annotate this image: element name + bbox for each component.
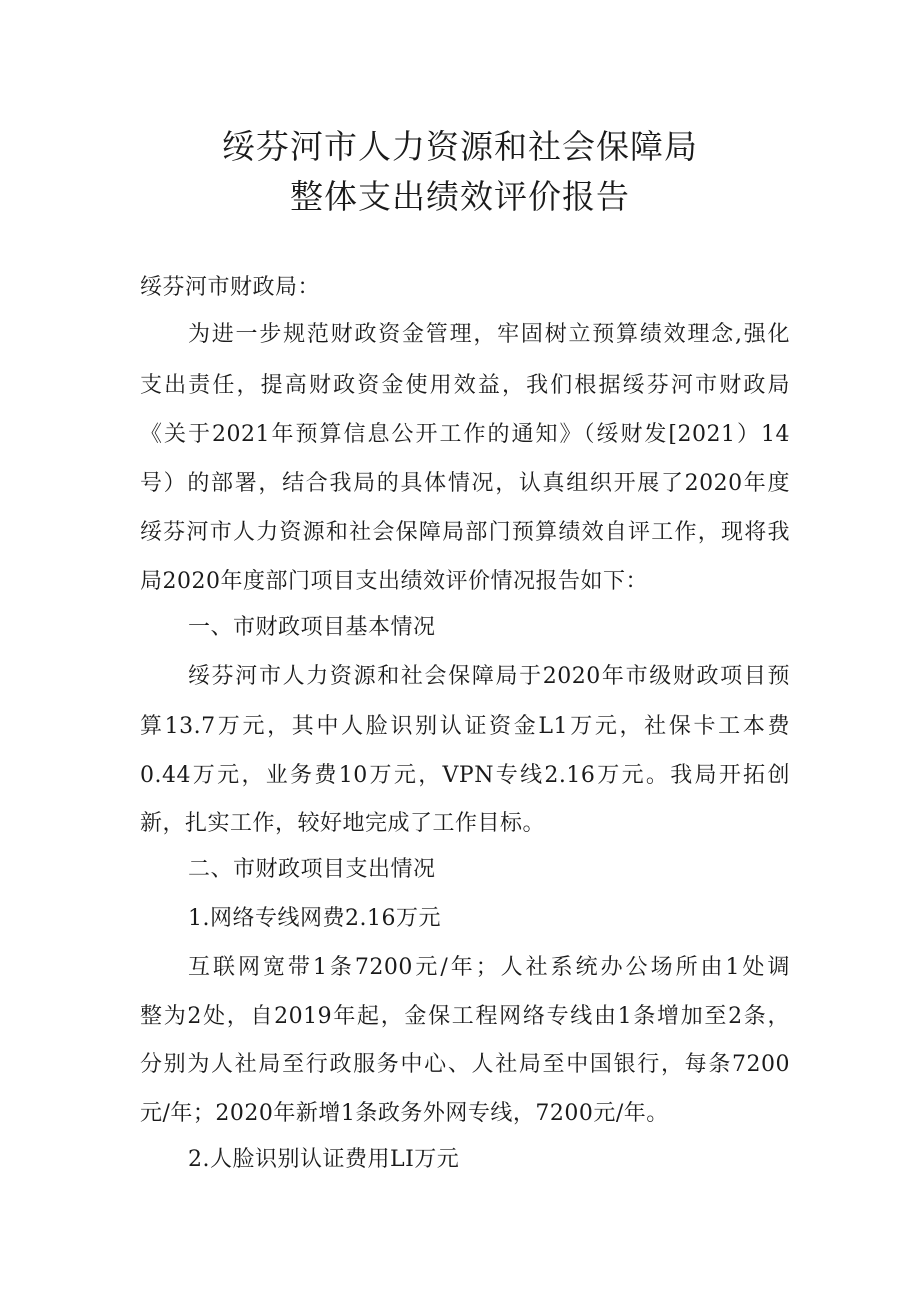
body-line: 支出责任，提高财政资金使用效益，我们根据绥芬河市财政局 bbox=[140, 373, 790, 398]
section-heading-1: 一、市财政项目基本情况 bbox=[188, 615, 436, 640]
salutation: 绥芬河市财政局： bbox=[140, 275, 321, 300]
body-line: 互联网宽带1条7200元/年；人社系统办公场所由1处调 bbox=[188, 955, 790, 980]
body-line: 绥芬河市人力资源和社会保障局部门预算绩效自评工作，现将我 bbox=[140, 520, 790, 545]
body-line: 为进一步规范财政资金管理，牢固树立预算绩效理念,强化 bbox=[188, 322, 790, 347]
report-title-line-2: 整体支出绩效评价报告 bbox=[290, 177, 630, 216]
report-title-line-1: 绥芬河市人力资源和社会保障局 bbox=[222, 127, 698, 166]
body-line: 分别为人社局至行政服务中心、人社局至中国银行，每条7200 bbox=[140, 1052, 790, 1077]
body-line: 号）的部署，结合我局的具体情况，认真组织开展了2020年度 bbox=[140, 471, 790, 496]
subheading-1: 1.网络专线网费2.16万元 bbox=[188, 906, 441, 931]
body-line: 算13.7万元，其中人脸识别认证资金L1万元，社保卡工本费 bbox=[140, 714, 790, 739]
body-line: 新，扎实工作，较好地完成了工作目标。 bbox=[140, 811, 546, 836]
subheading-2: 2.人脸识别认证费用LI万元 bbox=[188, 1147, 460, 1172]
body-line: 局2020年度部门项目支出绩效评价情况报告如下： bbox=[140, 569, 648, 594]
body-line: 绥芬河市人力资源和社会保障局于2020年市级财政项目预 bbox=[188, 664, 790, 689]
body-line: 《关于2021年预算信息公开工作的通知》（绥财发[2021）14 bbox=[140, 422, 790, 447]
body-line: 0.44万元，业务费10万元，VPN专线2.16万元。我局开拓创 bbox=[140, 763, 790, 788]
body-line: 元/年；2020年新增1条政务外网专线，7200元/年。 bbox=[140, 1101, 669, 1126]
section-heading-2: 二、市财政项目支出情况 bbox=[188, 857, 436, 882]
body-line: 整为2处，自2019年起，金保工程网络专线由1条增加至2条， bbox=[140, 1004, 790, 1029]
